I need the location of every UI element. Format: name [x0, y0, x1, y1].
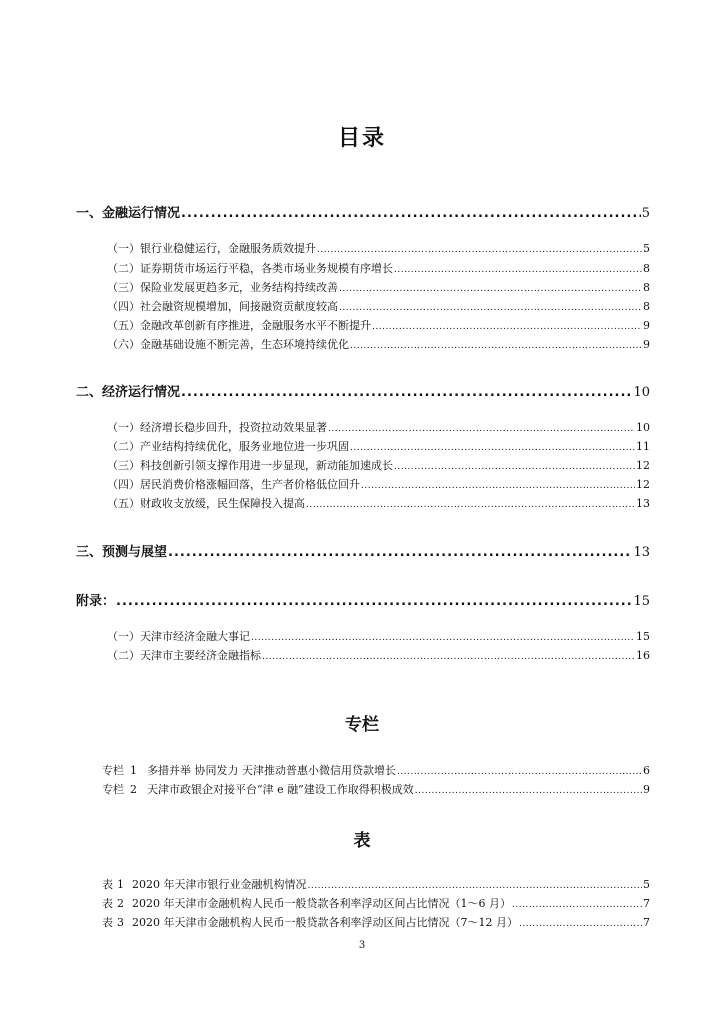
toc-page-number: 7: [643, 916, 650, 929]
leader-dots: [306, 500, 635, 510]
leader-dots: [251, 633, 635, 643]
toc-item[interactable]: [107, 457, 650, 473]
toc-page-number: 8: [643, 281, 650, 294]
toc-page-number: 13: [636, 497, 650, 510]
column-prefix: 专栏: [102, 764, 124, 777]
leader-dots: [339, 284, 642, 294]
toc-page-number: 6: [643, 764, 650, 777]
table-prefix: 表: [102, 897, 113, 910]
leader-dots: [339, 303, 642, 313]
toc-page-number: 9: [643, 319, 650, 332]
toc-section-1[interactable]: [76, 202, 650, 221]
toc-page-number: 15: [633, 594, 650, 609]
leader-dots: [328, 424, 635, 434]
table-number: 1: [117, 878, 124, 891]
table-label: 2020 年天津市金融机构人民币一般贷款各利率浮动区间占比情况（7～12 月）: [132, 916, 518, 929]
column-entry[interactable]: [102, 762, 650, 778]
column-label: 多措并举 协同发力 天津推动普惠小微信用贷款增长: [147, 764, 396, 777]
toc-section-2[interactable]: [76, 381, 650, 400]
toc-item[interactable]: [107, 317, 650, 333]
toc-page-number: 8: [643, 262, 650, 275]
leader-dots: [350, 443, 635, 453]
toc-item-label: （二）产业结构持续优化，服务业地位进一步巩固: [107, 440, 349, 453]
toc-page-number: 7: [643, 897, 650, 910]
toc-page-number: 5: [641, 206, 650, 221]
table-entry[interactable]: [102, 876, 650, 892]
leader-dots: [372, 322, 642, 332]
toc-page-number: 13: [633, 545, 650, 560]
toc-page-number: 16: [636, 649, 650, 662]
table-entry[interactable]: [102, 914, 650, 930]
column-number: 1: [130, 764, 137, 777]
leader-dots: [394, 462, 635, 472]
leader-dots: [262, 652, 635, 662]
page-title: 目录: [337, 125, 386, 151]
page-number: 3: [358, 940, 366, 951]
toc-page-number: 9: [643, 783, 650, 796]
toc-item-label: （六）金融基础设施不断完善，生态环境持续优化: [107, 338, 349, 351]
toc-item[interactable]: [107, 240, 650, 256]
leader-dots: [394, 265, 642, 275]
toc-item[interactable]: [107, 647, 650, 663]
leader-dots: [181, 206, 641, 221]
tables-title: 表: [353, 831, 371, 851]
toc-item[interactable]: [107, 419, 650, 435]
toc-section-appendix[interactable]: [76, 590, 650, 609]
table-label: 2020 年天津市银行业金融机构情况: [132, 878, 307, 891]
toc-item-label: （五）金融改革创新有序推进，金融服务水平不断提升: [107, 319, 371, 332]
toc-page-number: 12: [636, 478, 650, 491]
column-prefix: 专栏: [102, 783, 124, 796]
toc-item-label: （五）财政收支放缓，民生保障投入提高: [107, 497, 305, 510]
toc-item[interactable]: [107, 336, 650, 352]
leader-dots: [317, 245, 642, 255]
table-number: 3: [117, 916, 124, 929]
toc-item-label: （二）证券期货市场运行平稳，各类市场业务规模有序增长: [107, 262, 393, 275]
toc-section-label: 三、预测与展望: [76, 545, 168, 560]
toc-item[interactable]: [107, 260, 650, 276]
toc-item[interactable]: [107, 628, 650, 644]
toc-page-number: 8: [643, 300, 650, 313]
leader-dots: [361, 481, 635, 491]
toc-item[interactable]: [107, 495, 650, 511]
toc-page-number: 11: [636, 440, 650, 453]
toc-item-label: （四）居民消费价格涨幅回落，生产者价格低位回升: [107, 478, 360, 491]
toc-page-number: 9: [643, 338, 650, 351]
leader-dots: [415, 786, 642, 796]
toc-item-label: （一）银行业稳健运行，金融服务质效提升: [107, 242, 316, 255]
toc-page-number: 5: [643, 878, 650, 891]
toc-item-label: （二）天津市主要经济金融指标: [107, 649, 261, 662]
table-label: 2020 年天津市金融机构人民币一般贷款各利率浮动区间占比情况（1～6 月）: [132, 897, 511, 910]
leader-dots: [308, 881, 643, 891]
toc-item-label: （一）经济增长稳步回升，投资拉动效果显著: [107, 421, 327, 434]
leader-dots: [512, 900, 642, 910]
toc-page-number: 12: [636, 459, 650, 472]
toc-page-number: 15: [636, 630, 650, 643]
toc-item[interactable]: [107, 279, 650, 295]
column-number: 2: [130, 783, 137, 796]
toc-item[interactable]: [107, 298, 650, 314]
table-entry[interactable]: [102, 895, 650, 911]
leader-dots: [350, 341, 642, 351]
leader-dots: [519, 919, 642, 929]
toc-item-label: （四）社会融资规模增加，间接融资贡献度较高: [107, 300, 338, 313]
toc-item[interactable]: [107, 476, 650, 492]
toc-section-label: 一、金融运行情况: [76, 206, 181, 221]
toc-item-label: （三）科技创新引领支撑作用进一步显现，新动能加速成长: [107, 459, 393, 472]
toc-section-label: 二、经济运行情况: [76, 385, 181, 400]
toc-item-label: （一）天津市经济金融大事记: [107, 630, 250, 643]
toc-item[interactable]: [107, 438, 650, 454]
toc-page-number: 10: [636, 421, 650, 434]
column-entry[interactable]: [102, 781, 650, 797]
leader-dots: [116, 594, 632, 609]
leader-dots: [168, 545, 632, 560]
table-prefix: 表: [102, 878, 113, 891]
table-prefix: 表: [102, 916, 113, 929]
table-number: 2: [117, 897, 124, 910]
toc-item-label: （三）保险业发展更趋多元，业务结构持续改善: [107, 281, 338, 294]
column-label: 天津市政银企对接平台“津 e 融”建设工作取得积极成效: [147, 783, 414, 796]
toc-page-number: 10: [633, 385, 650, 400]
toc-page-number: 5: [643, 242, 650, 255]
leader-dots: [397, 767, 642, 777]
columns-title: 专栏: [345, 715, 379, 735]
toc-section-label: 附录：: [76, 594, 116, 609]
leader-dots: [181, 385, 632, 400]
toc-section-3[interactable]: [76, 541, 650, 560]
